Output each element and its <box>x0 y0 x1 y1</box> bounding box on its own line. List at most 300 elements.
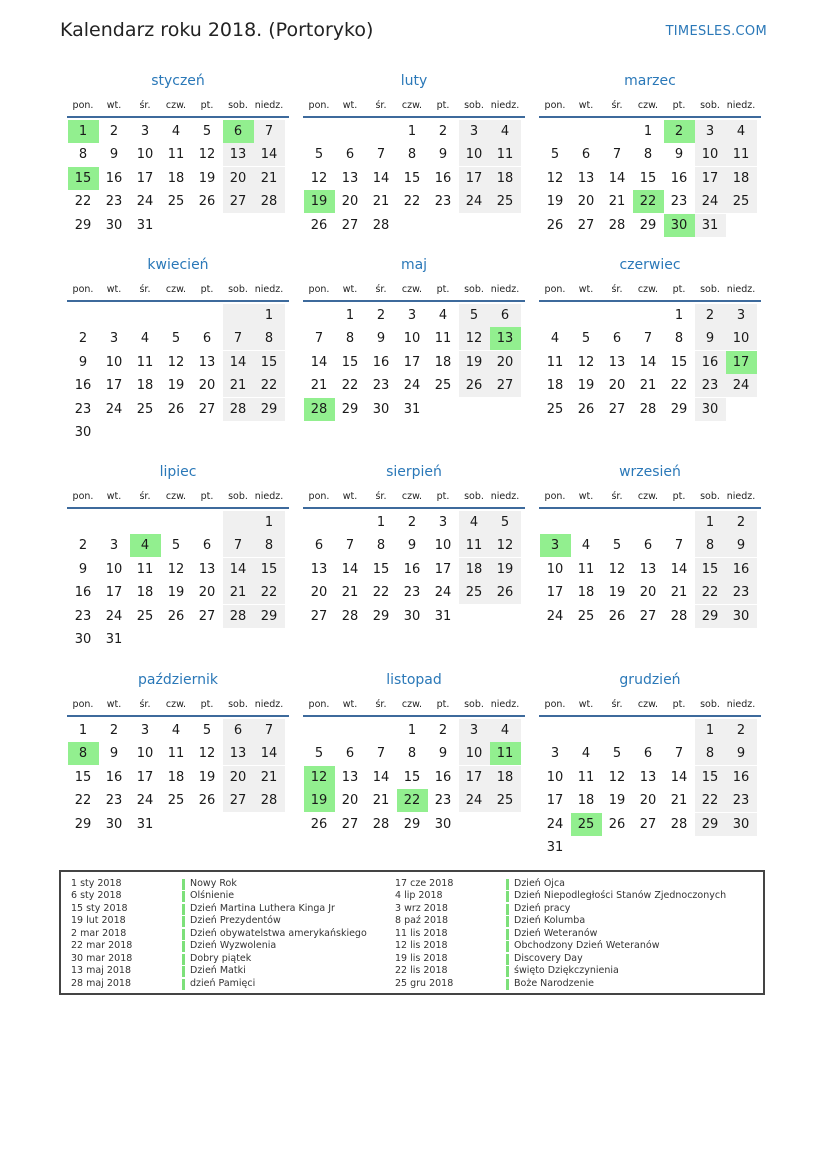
day-cell: 14 <box>372 170 390 186</box>
weekday-header: czw. <box>165 699 187 710</box>
day-cell: 8 <box>254 534 285 557</box>
month-divider <box>539 300 761 302</box>
holiday-day-cell: 17 <box>726 351 757 374</box>
day-cell: 5 <box>314 746 324 762</box>
weekday-header: sob. <box>700 491 720 502</box>
day-cell: 27 <box>223 190 254 213</box>
day-cell: 2 <box>438 124 448 139</box>
day-cell: 29 <box>341 401 359 417</box>
day-cell: 8 <box>695 742 726 765</box>
day-cell: 2 <box>438 723 448 738</box>
day-cell: 23 <box>726 789 757 812</box>
day-cell: 25 <box>434 378 452 394</box>
day-cell: 4 <box>140 331 150 347</box>
day-cell: 9 <box>109 746 119 762</box>
day-cell: 5 <box>612 538 622 554</box>
day-cell: 24 <box>136 793 154 809</box>
weekday-header: pt. <box>436 284 450 295</box>
month-divider <box>303 715 525 717</box>
day-cell: 9 <box>695 327 726 350</box>
day-cell: 5 <box>202 723 212 738</box>
holiday-day-cell: 8 <box>68 742 99 765</box>
day-cell: 15 <box>372 561 390 577</box>
day-cell: 1 <box>674 308 684 323</box>
day-cell: 27 <box>639 816 657 832</box>
legend-date: 30 mar 2018 <box>71 952 133 964</box>
day-cell: 24 <box>136 194 154 210</box>
day-cell: 26 <box>490 581 521 604</box>
legend-date: 22 mar 2018 <box>71 940 133 952</box>
day-cell: 4 <box>459 511 490 534</box>
day-cell: 18 <box>490 766 521 789</box>
day-cell: 17 <box>136 769 154 785</box>
day-cell: 24 <box>434 585 452 601</box>
legend-marker <box>506 904 509 915</box>
day-cell: 25 <box>136 401 154 417</box>
legend-marker <box>182 879 185 890</box>
weekday-header: niedz. <box>490 284 520 295</box>
day-cell: 19 <box>459 351 490 374</box>
day-cell: 10 <box>546 561 564 577</box>
weekday-header: pon. <box>72 491 94 502</box>
day-cell: 23 <box>434 793 452 809</box>
weekday-header: niedz. <box>254 491 284 502</box>
day-cell: 12 <box>198 147 216 163</box>
day-cell: 31 <box>403 401 421 417</box>
day-cell: 16 <box>74 378 92 394</box>
legend-marker <box>182 954 185 965</box>
legend-entry <box>71 890 391 902</box>
day-cell: 28 <box>223 605 254 628</box>
day-cell: 16 <box>670 170 688 186</box>
legend-date: 4 lip 2018 <box>395 890 443 902</box>
weekday-header: pt. <box>672 699 686 710</box>
weekday-header: wt. <box>578 284 594 295</box>
day-cell: 29 <box>639 217 657 233</box>
day-cell: 12 <box>490 534 521 557</box>
weekday-header: pon. <box>72 100 94 111</box>
day-cell: 2 <box>407 515 417 530</box>
legend-date: 8 paź 2018 <box>395 915 449 927</box>
legend-date: 13 maj 2018 <box>71 965 132 977</box>
month-name: sierpień <box>386 464 442 480</box>
day-cell: 15 <box>254 351 285 374</box>
holiday-day-cell: 3 <box>540 534 571 557</box>
day-cell: 22 <box>341 378 359 394</box>
legend-entry <box>71 903 391 915</box>
weekday-header: śr. <box>375 284 387 295</box>
day-cell: 27 <box>639 608 657 624</box>
day-cell: 20 <box>223 167 254 190</box>
day-cell: 6 <box>345 147 355 163</box>
day-cell: 5 <box>314 147 324 163</box>
month-name: lipiec <box>159 464 197 480</box>
legend-marker <box>506 879 509 890</box>
day-cell: 8 <box>643 147 653 163</box>
page-title: Kalendarz roku 2018. (Portoryko) <box>60 19 374 41</box>
day-cell: 26 <box>198 793 216 809</box>
holiday-day-cell: 25 <box>571 813 602 836</box>
weekday-header: niedz. <box>726 100 756 111</box>
legend-entry <box>71 915 391 927</box>
day-cell: 11 <box>577 769 595 785</box>
day-cell: 29 <box>670 401 688 417</box>
day-cell: 19 <box>167 378 185 394</box>
weekday-header: pon. <box>72 284 94 295</box>
day-cell: 1 <box>254 511 285 534</box>
weekday-header: pon. <box>544 699 566 710</box>
month-name: październik <box>138 672 218 688</box>
day-cell: 14 <box>608 170 626 186</box>
day-cell: 30 <box>403 608 421 624</box>
day-cell: 30 <box>372 401 390 417</box>
day-cell: 23 <box>105 793 123 809</box>
day-cell: 15 <box>695 766 726 789</box>
weekday-header: wt. <box>578 699 594 710</box>
day-cell: 20 <box>608 378 626 394</box>
weekday-header: pt. <box>672 491 686 502</box>
holiday-day-cell: 6 <box>223 120 254 143</box>
day-cell: 10 <box>434 538 452 554</box>
month-name: maj <box>400 257 428 273</box>
day-cell: 3 <box>695 120 726 143</box>
day-cell: 20 <box>198 585 216 601</box>
day-cell: 14 <box>372 769 390 785</box>
day-cell: 16 <box>434 769 452 785</box>
day-cell: 29 <box>74 217 92 233</box>
day-cell: 11 <box>726 143 757 166</box>
day-cell: 19 <box>198 769 216 785</box>
day-cell: 28 <box>639 401 657 417</box>
weekday-header: czw. <box>165 491 187 502</box>
weekday-header: niedz. <box>254 699 284 710</box>
day-cell: 23 <box>695 374 726 397</box>
day-cell: 27 <box>608 401 626 417</box>
day-cell: 12 <box>167 354 185 370</box>
day-cell: 27 <box>341 816 359 832</box>
weekday-header: pon. <box>308 491 330 502</box>
weekday-header: czw. <box>165 100 187 111</box>
day-cell: 6 <box>643 538 653 554</box>
day-cell: 29 <box>403 816 421 832</box>
day-cell: 30 <box>726 605 757 628</box>
legend-entry <box>395 890 727 902</box>
weekday-header: sob. <box>700 699 720 710</box>
day-cell: 6 <box>612 331 622 347</box>
legend-holiday-name: Dzień pracy <box>514 902 571 914</box>
day-cell: 11 <box>167 147 185 163</box>
holiday-day-cell: 22 <box>633 190 664 213</box>
day-cell: 15 <box>639 170 657 186</box>
weekday-header: pon. <box>308 699 330 710</box>
day-cell: 25 <box>546 401 564 417</box>
day-cell: 3 <box>459 719 490 742</box>
legend-entry <box>395 953 715 965</box>
day-cell: 20 <box>198 378 216 394</box>
day-cell: 18 <box>434 354 452 370</box>
day-cell: 16 <box>726 558 757 581</box>
day-cell: 21 <box>254 167 285 190</box>
site-link[interactable]: TIMESLES.COM <box>665 24 767 39</box>
day-cell: 28 <box>341 608 359 624</box>
day-cell: 21 <box>372 194 390 210</box>
weekday-header: sob. <box>228 284 248 295</box>
day-cell: 22 <box>670 378 688 394</box>
weekday-header: czw. <box>401 699 423 710</box>
weekday-header: śr. <box>139 284 151 295</box>
day-cell: 5 <box>171 538 181 554</box>
day-cell: 3 <box>459 120 490 143</box>
month-name: listopad <box>386 672 442 688</box>
weekday-header: niedz. <box>490 100 520 111</box>
weekday-header: sob. <box>700 284 720 295</box>
day-cell: 2 <box>726 719 757 742</box>
day-cell: 13 <box>639 769 657 785</box>
day-cell: 24 <box>546 608 564 624</box>
weekday-header: śr. <box>611 491 623 502</box>
month-divider <box>303 116 525 118</box>
day-cell: 18 <box>577 585 595 601</box>
day-cell: 5 <box>459 304 490 327</box>
day-cell: 12 <box>459 327 490 350</box>
legend-marker <box>506 941 509 952</box>
holiday-day-cell: 12 <box>304 766 335 789</box>
day-cell: 18 <box>136 585 154 601</box>
day-cell: 2 <box>109 723 119 738</box>
day-cell: 20 <box>341 793 359 809</box>
day-cell: 8 <box>695 534 726 557</box>
day-cell: 8 <box>407 746 417 762</box>
day-cell: 27 <box>310 608 328 624</box>
day-cell: 5 <box>581 331 591 347</box>
legend-marker <box>182 904 185 915</box>
day-cell: 28 <box>254 789 285 812</box>
day-cell: 4 <box>581 538 591 554</box>
month-name: marzec <box>624 73 676 89</box>
legend-holiday-name: Dzień Prezydentów <box>190 915 281 927</box>
day-cell: 5 <box>550 147 560 163</box>
day-cell: 12 <box>577 354 595 370</box>
month-name: luty <box>400 73 428 89</box>
weekday-header: pon. <box>544 284 566 295</box>
weekday-header: sob. <box>464 491 484 502</box>
day-cell: 26 <box>198 194 216 210</box>
holiday-day-cell: 30 <box>664 214 695 237</box>
day-cell: 7 <box>612 147 622 163</box>
weekday-header: sob. <box>228 699 248 710</box>
day-cell: 21 <box>670 585 688 601</box>
legend-marker <box>506 954 509 965</box>
day-cell: 21 <box>310 378 328 394</box>
day-cell: 22 <box>254 581 285 604</box>
weekday-header: śr. <box>139 491 151 502</box>
day-cell: 24 <box>546 816 564 832</box>
month-divider <box>67 507 289 509</box>
legend-holiday-name: Dzień Weteranów <box>514 927 598 939</box>
weekday-header: śr. <box>375 491 387 502</box>
day-cell: 6 <box>490 304 521 327</box>
month-divider <box>539 116 761 118</box>
weekday-header: niedz. <box>254 100 284 111</box>
day-cell: 4 <box>581 746 591 762</box>
day-cell: 1 <box>78 723 88 738</box>
day-cell: 14 <box>254 742 285 765</box>
weekday-header: pt. <box>436 100 450 111</box>
day-cell: 10 <box>459 742 490 765</box>
weekday-header: sob. <box>228 491 248 502</box>
day-cell: 11 <box>577 561 595 577</box>
weekday-header: wt. <box>106 284 122 295</box>
weekday-header: śr. <box>139 100 151 111</box>
day-cell: 19 <box>490 558 521 581</box>
legend-marker <box>182 929 185 940</box>
day-cell: 8 <box>78 147 88 163</box>
weekday-header: śr. <box>611 100 623 111</box>
day-cell: 26 <box>459 374 490 397</box>
weekday-header: wt. <box>578 491 594 502</box>
weekday-header: czw. <box>637 491 659 502</box>
day-cell: 20 <box>490 351 521 374</box>
day-cell: 6 <box>581 147 591 163</box>
day-cell: 12 <box>608 561 626 577</box>
day-cell: 8 <box>254 327 285 350</box>
day-cell: 1 <box>345 308 355 323</box>
day-cell: 28 <box>223 398 254 421</box>
day-cell: 31 <box>434 608 452 624</box>
day-cell: 5 <box>202 124 212 139</box>
weekday-header: sob. <box>464 100 484 111</box>
day-cell: 24 <box>695 190 726 213</box>
weekend-pad <box>223 511 254 534</box>
day-cell: 16 <box>105 170 123 186</box>
day-cell: 4 <box>550 331 560 347</box>
day-cell: 13 <box>577 170 595 186</box>
day-cell: 13 <box>223 143 254 166</box>
day-cell: 19 <box>608 585 626 601</box>
day-cell: 10 <box>726 327 757 350</box>
day-cell: 27 <box>223 789 254 812</box>
day-cell: 24 <box>459 789 490 812</box>
weekday-header: pt. <box>436 491 450 502</box>
weekday-header: pt. <box>436 699 450 710</box>
day-cell: 16 <box>695 351 726 374</box>
day-cell: 5 <box>171 331 181 347</box>
weekday-header: sob. <box>228 100 248 111</box>
month-name: kwiecień <box>147 257 209 273</box>
day-cell: 22 <box>254 374 285 397</box>
day-cell: 24 <box>459 190 490 213</box>
day-cell: 16 <box>434 170 452 186</box>
legend-entry <box>71 965 391 977</box>
day-cell: 7 <box>643 331 653 347</box>
legend-marker <box>506 891 509 902</box>
day-cell: 7 <box>674 746 684 762</box>
legend-date: 19 lis 2018 <box>395 952 448 964</box>
day-cell: 2 <box>726 511 757 534</box>
day-cell: 4 <box>726 120 757 143</box>
legend-marker <box>506 979 509 990</box>
day-cell: 6 <box>314 538 324 554</box>
day-cell: 4 <box>490 120 521 143</box>
day-cell: 22 <box>695 789 726 812</box>
day-cell: 22 <box>403 194 421 210</box>
holiday-day-cell: 28 <box>304 398 335 421</box>
day-cell: 17 <box>459 766 490 789</box>
day-cell: 13 <box>310 561 328 577</box>
holiday-legend <box>59 870 765 995</box>
holiday-day-cell: 19 <box>304 789 335 812</box>
holiday-day-cell: 1 <box>68 120 99 143</box>
day-cell: 2 <box>78 331 88 347</box>
day-cell: 12 <box>608 769 626 785</box>
month-name: grudzień <box>619 672 681 688</box>
day-cell: 28 <box>372 816 390 832</box>
day-cell: 3 <box>726 304 757 327</box>
weekday-header: śr. <box>139 699 151 710</box>
weekday-header: śr. <box>375 100 387 111</box>
day-cell: 10 <box>695 143 726 166</box>
weekday-header: pt. <box>200 491 214 502</box>
day-cell: 21 <box>223 374 254 397</box>
day-cell: 30 <box>105 217 123 233</box>
legend-holiday-name: Boże Narodzenie <box>514 977 594 989</box>
day-cell: 18 <box>459 558 490 581</box>
day-cell: 10 <box>105 561 123 577</box>
day-cell: 18 <box>546 378 564 394</box>
legend-marker <box>182 979 185 990</box>
day-cell: 10 <box>403 331 421 347</box>
day-cell: 7 <box>223 534 254 557</box>
day-cell: 26 <box>546 217 564 233</box>
weekday-header: sob. <box>464 284 484 295</box>
legend-date: 1 sty 2018 <box>71 878 122 889</box>
weekday-header: niedz. <box>254 284 284 295</box>
month-name: czerwiec <box>619 257 681 273</box>
legend-entry <box>71 878 391 890</box>
month-name: styczeń <box>151 73 205 89</box>
legend-holiday-name: Dzień Kolumba <box>514 915 586 927</box>
day-cell: 25 <box>577 608 595 624</box>
day-cell: 15 <box>670 354 688 370</box>
day-cell: 29 <box>695 813 726 836</box>
day-cell: 24 <box>105 608 123 624</box>
day-cell: 29 <box>372 608 390 624</box>
legend-holiday-name: Dzień Ojca <box>514 878 565 889</box>
holiday-day-cell: 2 <box>664 120 695 143</box>
month-name: wrzesień <box>619 464 681 480</box>
day-cell: 24 <box>105 401 123 417</box>
day-cell: 23 <box>74 608 92 624</box>
day-cell: 17 <box>434 561 452 577</box>
day-cell: 26 <box>577 401 595 417</box>
day-cell: 23 <box>403 585 421 601</box>
day-cell: 21 <box>670 793 688 809</box>
day-cell: 23 <box>372 378 390 394</box>
day-cell: 19 <box>198 170 216 186</box>
day-cell: 31 <box>105 632 123 647</box>
weekday-header: pon. <box>308 284 330 295</box>
day-cell: 11 <box>546 354 564 370</box>
legend-marker <box>182 891 185 902</box>
day-cell: 16 <box>105 769 123 785</box>
day-cell: 16 <box>726 766 757 789</box>
month-divider <box>539 507 761 509</box>
day-cell: 3 <box>140 723 150 738</box>
weekday-header: wt. <box>342 491 358 502</box>
day-cell: 20 <box>223 766 254 789</box>
day-cell: 17 <box>403 354 421 370</box>
day-cell: 21 <box>639 378 657 394</box>
